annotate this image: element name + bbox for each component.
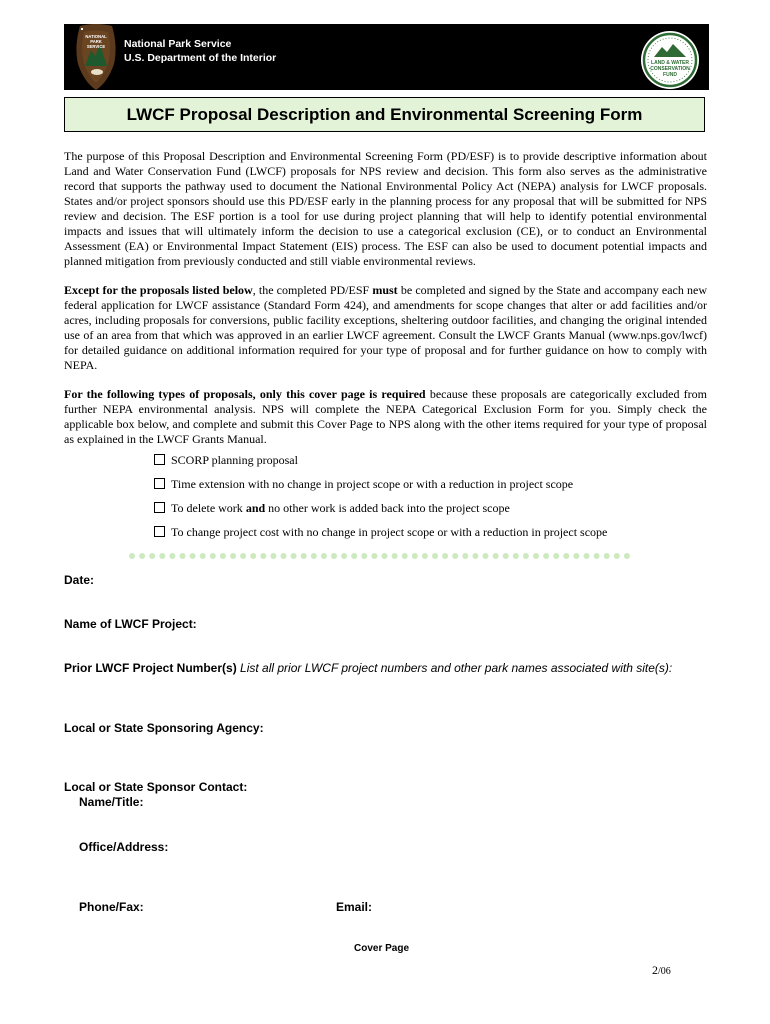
prior-numbers-note: List all prior LWCF project numbers and other park names associated with site(s): (240, 661, 673, 675)
divider-dot (149, 553, 155, 559)
checkbox-label: Time extension with no change in project scope or with a reduction in project scope (171, 477, 574, 491)
checkbox-time-extension[interactable] (154, 477, 573, 492)
page-number-suffix: /06 (658, 966, 671, 977)
page-number (652, 963, 671, 978)
divider-dot (281, 553, 287, 559)
nps-logo-text-2: PARK (90, 39, 102, 44)
name-title-label: Name/Title: (79, 795, 144, 809)
nps-logo-text-1: NATIONAL (85, 34, 107, 39)
divider-dot (371, 553, 377, 559)
divider-dot (503, 553, 509, 559)
p3-bold-lead: For the following types of proposals, only this cover page is required (64, 387, 426, 401)
divider-dot (442, 553, 448, 559)
p2-text-a: , the completed PD/ESF (252, 283, 373, 297)
divider-dot (129, 553, 135, 559)
p2-bold-lead: Except for the proposals listed below (64, 283, 253, 297)
divider-dot (291, 553, 297, 559)
nps-arrowhead-logo (74, 22, 118, 92)
seal-text-2: CONSERVATION (650, 66, 690, 72)
p2-text-b: be completed and signed by the State and accompany each new federal application for LWCF assistance (Standard Form 424), and amendments for scope changes that alter or add facilities and/or acres, including proposals for conversions, public facility exceptions, sheltering outdoor facilities, and changing the original intended use of an area from that which was approved in an earlier LWCF agreement. Consult the LWCF Grants Manual (www.nps.gov/lwcf) for detailed guidance on additional information required for your type of proposal and for further guidance on how to comply with NEPA. (64, 283, 707, 372)
divider-dot (210, 553, 216, 559)
lwcf-seal-logo (640, 30, 700, 90)
divider-dot (200, 553, 206, 559)
checkbox-square[interactable] (154, 526, 165, 537)
divider-dot (563, 553, 569, 559)
checkbox-label-b: no other work is added back into the project scope (265, 501, 510, 515)
divider-dot (604, 553, 610, 559)
sponsoring-agency-label: Local or State Sponsoring Agency: (64, 721, 264, 735)
divider-dot (553, 553, 559, 559)
intro-paragraph-2 (64, 283, 707, 373)
divider-dot (422, 553, 428, 559)
page-number-main: 2 (652, 963, 658, 977)
divider-dot (139, 553, 145, 559)
checkbox-label-a: To delete work (171, 501, 246, 515)
divider-dot (624, 553, 630, 559)
email-label: Email: (336, 900, 373, 914)
intro-paragraph-3 (64, 387, 707, 447)
checkbox-square[interactable] (154, 502, 165, 513)
divider-dot (483, 553, 489, 559)
agency-name (124, 37, 276, 65)
divider-dot (493, 553, 499, 559)
sponsor-contact-label: Local or State Sponsor Contact: (64, 780, 248, 794)
divider-dot (382, 553, 388, 559)
divider-dot (240, 553, 246, 559)
checkbox-delete-work[interactable] (154, 501, 510, 516)
divider-dot (573, 553, 579, 559)
checkbox-change-cost[interactable] (154, 525, 607, 540)
office-address-label: Office/Address: (79, 840, 169, 854)
divider-dot (392, 553, 398, 559)
divider-dot (301, 553, 307, 559)
seal-text-3: FUND (663, 72, 677, 78)
divider-dot (311, 553, 317, 559)
agency-line-1: National Park Service (124, 38, 232, 50)
divider-dot (523, 553, 529, 559)
divider-dot (594, 553, 600, 559)
divider-dot (260, 553, 266, 559)
divider-dot (230, 553, 236, 559)
divider-dot (220, 553, 226, 559)
divider-dot (543, 553, 549, 559)
intro-paragraph-1: The purpose of this Proposal Description and Environmental Screening Form (PD/ESF) is to provide descriptive information about Land and Water Conservation Fund (LWCF) proposals for NPS review and decision. This form also serves as the administrative record that supports the pathway used to document the National Environmental Policy Act (NEPA) analysis for LWCF proposals. States and/or project sponsors should use this PD/ESF early in the planning process for any proposal that will be submitted for NPS review and decision. The ESF portion is a tool for use during project planning that will help to identify potential environmental impacts and issues that will ultimately inform the decision to use a categorical exclusion (CE), or to conduct an Environmental Assessment (EA) or Environmental Impact Statement (EIS) process. The ESF can also be used to document potential impacts and planned mitigation from previously conducted and still viable environmental reviews. (64, 149, 707, 268)
checkbox-square[interactable] (154, 454, 165, 465)
divider-dot (169, 553, 175, 559)
divider-dot (159, 553, 165, 559)
divider-dot (402, 553, 408, 559)
checkbox-label-bold: and (245, 501, 266, 515)
divider-dot (351, 553, 357, 559)
dotted-divider (128, 550, 634, 562)
seal-text-1: LAND & WATER (651, 60, 689, 66)
divider-dot (341, 553, 347, 559)
checkbox-scorp-planning[interactable] (154, 453, 298, 468)
form-title: LWCF Proposal Description and Environmental Screening Form (64, 97, 705, 132)
divider-dot (321, 553, 327, 559)
divider-dot (432, 553, 438, 559)
divider-dot (331, 553, 337, 559)
divider-dot (180, 553, 186, 559)
divider-dot (533, 553, 539, 559)
prior-project-numbers-label (64, 661, 672, 675)
prior-numbers-text: Prior LWCF Project Number(s) (64, 661, 237, 675)
nps-logo-text-3: SERVICE (86, 44, 106, 49)
checkbox-label: SCORP planning proposal (171, 453, 298, 467)
checkbox-square[interactable] (154, 478, 165, 489)
p2-bold-must: must (372, 283, 398, 297)
divider-dot (472, 553, 478, 559)
divider-dot (462, 553, 468, 559)
divider-dot (513, 553, 519, 559)
divider-dot (584, 553, 590, 559)
project-name-label: Name of LWCF Project: (64, 617, 197, 631)
agency-line-2: U.S. Department of the Interior (124, 52, 277, 64)
divider-dot (412, 553, 418, 559)
cover-page-label: Cover Page (354, 943, 410, 954)
checkbox-label: To change project cost with no change in project scope or with a reduction in project scope (171, 525, 608, 539)
p3-text: because these proposals are categorically excluded from further NEPA environmental analysis. NPS will complete the NEPA Categorical Exclusion Form for you. Simply check the applicable box below, and complete and submit this Cover Page to NPS along with the other items required for your type of proposal as explained in the LWCF Grants Manual. (64, 387, 707, 446)
divider-dot (452, 553, 458, 559)
divider-dot (614, 553, 620, 559)
divider-dot (190, 553, 196, 559)
date-label: Date: (64, 573, 95, 587)
divider-dot (270, 553, 276, 559)
phone-fax-label: Phone/Fax: (79, 900, 144, 914)
divider-dot (250, 553, 256, 559)
divider-dot (361, 553, 367, 559)
